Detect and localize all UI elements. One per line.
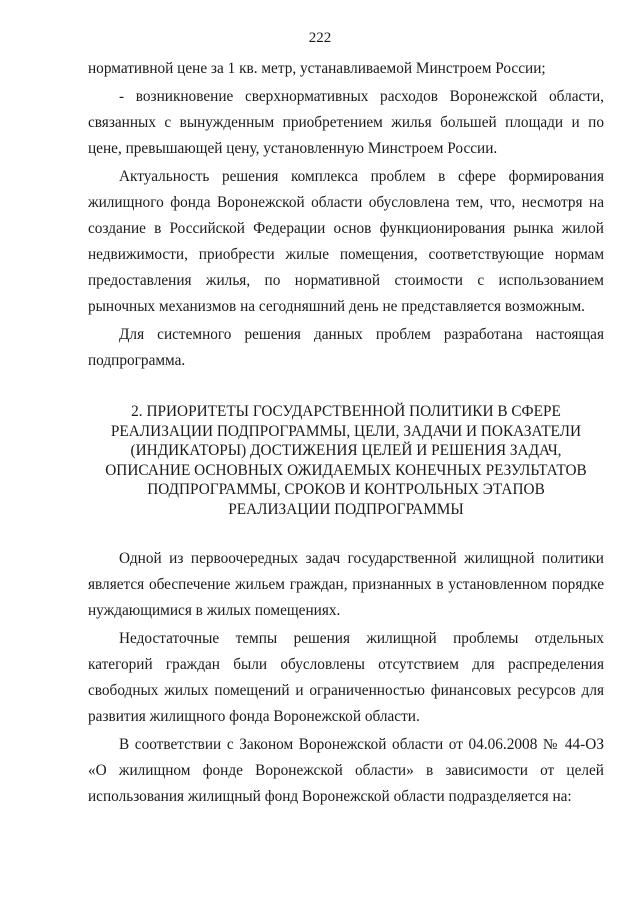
paragraph-housing-law: В соответствии с Законом Воронежской области от 04.06.2008 № 44-ОЗ «О жилищном фонде Воронежской области» в зависимости от целей использования жилищный фонд Воронежской области подразделяется на: bbox=[88, 736, 604, 805]
paragraph-subprogram-purpose: Для системного решения данных проблем разработана настоящая подпрограмма. bbox=[88, 326, 604, 369]
page-number: 222 bbox=[308, 30, 332, 46]
section-heading-line: 2. ПРИОРИТЕТЫ ГОСУДАРСТВЕННОЙ ПОЛИТИКИ В СФЕРЕ bbox=[131, 403, 561, 420]
section-heading bbox=[88, 402, 604, 519]
paragraph-insufficient-pace: Недостаточные темпы решения жилищной проблемы отдельных категорий граждан были обусловлены отсутствием для распределения свободных жилых помещений и ограниченностью финансовых ресурсов для развития жилищного фонда Воронежской области. bbox=[88, 630, 604, 725]
section-heading-line: ПОДПРОГРАММЫ, СРОКОВ И КОНТРОЛЬНЫХ ЭТАПОВ bbox=[147, 481, 545, 498]
section-heading-line: РЕАЛИЗАЦИИ ПОДПРОГРАММЫ bbox=[228, 500, 464, 518]
section-heading-line: (ИНДИКАТОРЫ) ДОСТИЖЕНИЯ ЦЕЛЕЙ И РЕШЕНИЯ ЗАДАЧ, bbox=[130, 442, 562, 459]
paragraph-price-norm: нормативной цене за 1 кв. метр, устанавливаемой Минстроем России; bbox=[88, 60, 546, 77]
paragraph-relevance: Актуальность решения комплекса проблем в сфере формирования жилищного фонда Воронежской области обусловлена тем, что, несмотря на создание в Российской Федерации основ функционирования рынка жилой недвижимости, приобрести жилые помещения, соответствующие нормам предоставления жилья, по нормативной стоимости с использованием рыночных механизмов на сегодняшний день не представляется возможным. bbox=[88, 168, 604, 315]
section-heading-line: РЕАЛИЗАЦИИ ПОДПРОГРАММЫ, ЦЕЛИ, ЗАДАЧИ И ПОКАЗАТЕЛИ bbox=[110, 422, 582, 440]
paragraph-excess-costs: - возникновение сверхнормативных расходов Воронежской области, связанных с вынужденным приобретением жилья большей площади и по цене, превышающей цену, установленную Минстроем России. bbox=[88, 88, 604, 157]
section-heading-line: ОПИСАНИЕ ОСНОВНЫХ ОЖИДАЕМЫХ КОНЕЧНЫХ РЕЗУЛЬТАТОВ bbox=[105, 461, 587, 479]
document-body bbox=[88, 56, 604, 810]
paragraph-priority-task: Одной из первоочередных задач государственной жилищной политики является обеспечение жильем граждан, признанных в установленном порядке нуждающимися в жилых помещениях. bbox=[88, 550, 604, 619]
